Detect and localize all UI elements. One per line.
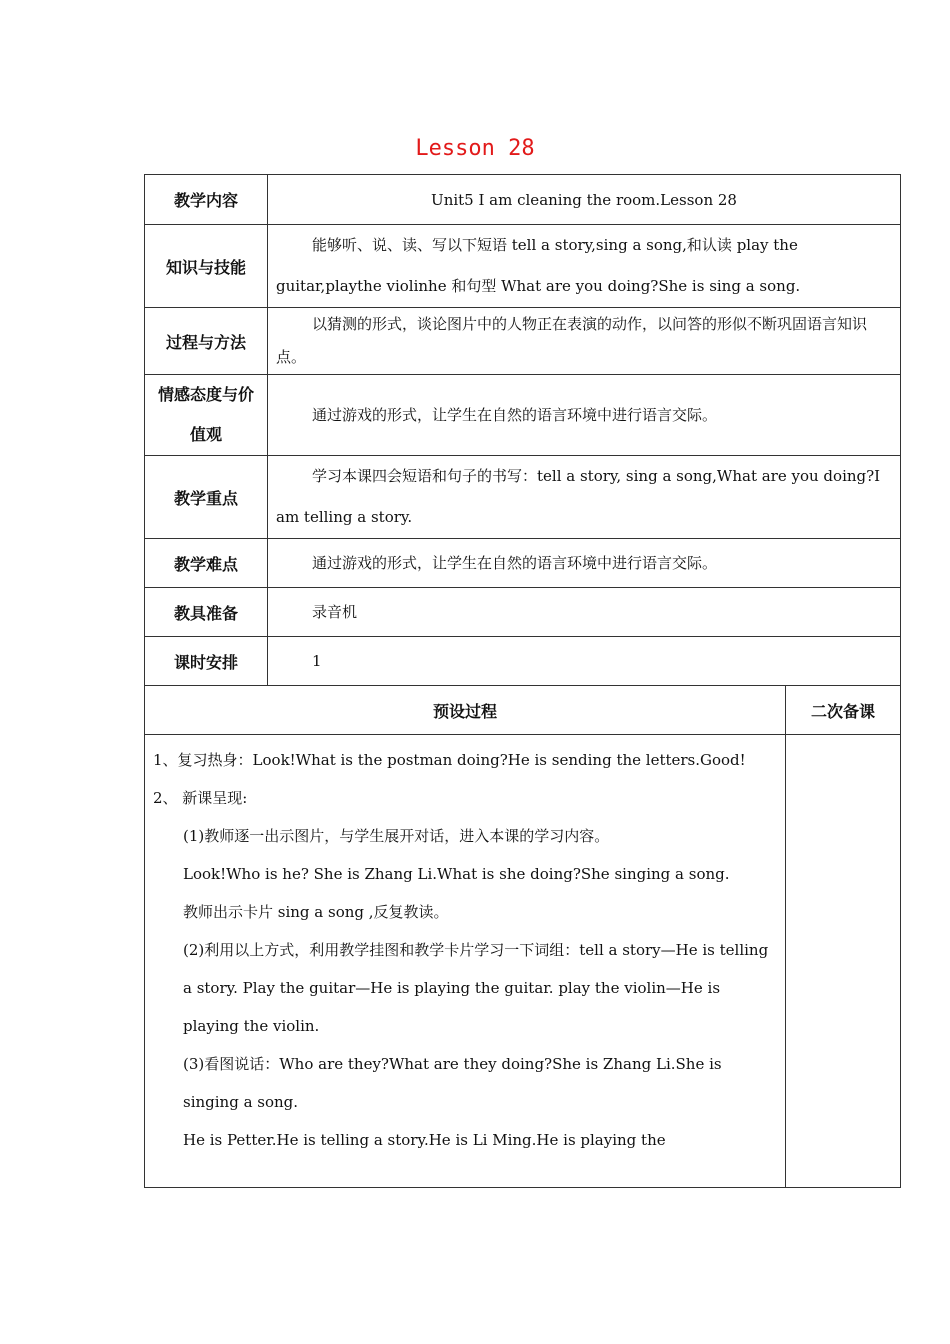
row-emotion — [145, 375, 901, 456]
difficulty-label: 教学难点 — [145, 539, 268, 588]
row-process-header — [145, 686, 901, 735]
process-line-continue: He is Petter.He is telling a story.He is Li Ming.He is playing the — [183, 1131, 666, 1149]
content-label: 教学内容 — [145, 175, 268, 225]
process-line-step1: (1)教师逐一出示图片，与学生展开对话，进入本课的学习内容。 — [183, 827, 610, 845]
row-key — [145, 456, 901, 539]
process-body — [145, 735, 785, 1159]
process-body-cell — [145, 735, 786, 1188]
hours-label: 课时安排 — [145, 637, 268, 686]
process-line-warmup: 1、复习热身：Look!What is the postman doing?He is sending the letters.Good! — [153, 751, 746, 769]
process-value: 以猜测的形式，谈论图片中的人物正在表演的动作，以问答的形似不断巩固语言知识点。 — [276, 315, 868, 366]
process-line-new: 2、 新课呈现: — [153, 789, 248, 807]
process-cell — [268, 308, 901, 375]
row-hours — [145, 637, 901, 686]
row-content — [145, 175, 901, 225]
process-line-step2: (2)利用以上方式，利用教学挂图和教学卡片学习一下词组：tell a story—He is telling a story. Play the guitar—He is playing the guitar. play the violin—He is playing the violin. — [183, 941, 769, 1035]
emotion-label-line1: 情感态度与价 — [157, 385, 254, 404]
emotion-label — [145, 375, 268, 456]
process-line-step3: (3)看图说话：Who are they?What are they doing?She is Zhang Li.She is singing a song. — [183, 1055, 722, 1111]
page-title: Lesson 28 — [415, 136, 535, 161]
row-knowledge — [145, 225, 901, 308]
knowledge-label: 知识与技能 — [145, 225, 268, 308]
row-tools — [145, 588, 901, 637]
hours-cell — [268, 637, 901, 686]
emotion-cell — [268, 375, 901, 456]
knowledge-value: 能够听、说、读、写以下短语 tell a story,sing a song,和认读 play the guitar,playthe violinhe 和句型 What are you doing?She is sing a song. — [276, 236, 801, 295]
key-label: 教学重点 — [145, 456, 268, 539]
hours-value: 1 — [312, 651, 322, 670]
key-value: 学习本课四会短语和句子的书写：tell a story, sing a song,What are you doing?I am telling a story. — [276, 467, 881, 526]
process-label: 过程与方法 — [145, 308, 268, 375]
secondary-header: 二次备课 — [786, 686, 901, 735]
secondary-body-cell — [786, 735, 901, 1188]
difficulty-cell — [268, 539, 901, 588]
tools-value: 录音机 — [312, 602, 358, 621]
process-line-card: 教师出示卡片 sing a song ,反复教读。 — [183, 903, 449, 921]
lesson-plan-table — [144, 174, 901, 1188]
row-process-body — [145, 735, 901, 1188]
emotion-label-line2: 值观 — [189, 425, 222, 444]
content-value: Unit5 I am cleaning the room.Lesson 28 — [268, 175, 901, 225]
tools-cell — [268, 588, 901, 637]
process-header: 预设过程 — [145, 686, 786, 735]
process-line-dialog: Look!Who is he? She is Zhang Li.What is she doing?She singing a song. — [183, 865, 730, 883]
emotion-value: 通过游戏的形式，让学生在自然的语言环境中进行语言交际。 — [312, 405, 718, 424]
key-cell — [268, 456, 901, 539]
difficulty-value: 通过游戏的形式，让学生在自然的语言环境中进行语言交际。 — [312, 553, 718, 572]
row-difficulty — [145, 539, 901, 588]
knowledge-cell — [268, 225, 901, 308]
tools-label: 教具准备 — [145, 588, 268, 637]
row-process — [145, 308, 901, 375]
